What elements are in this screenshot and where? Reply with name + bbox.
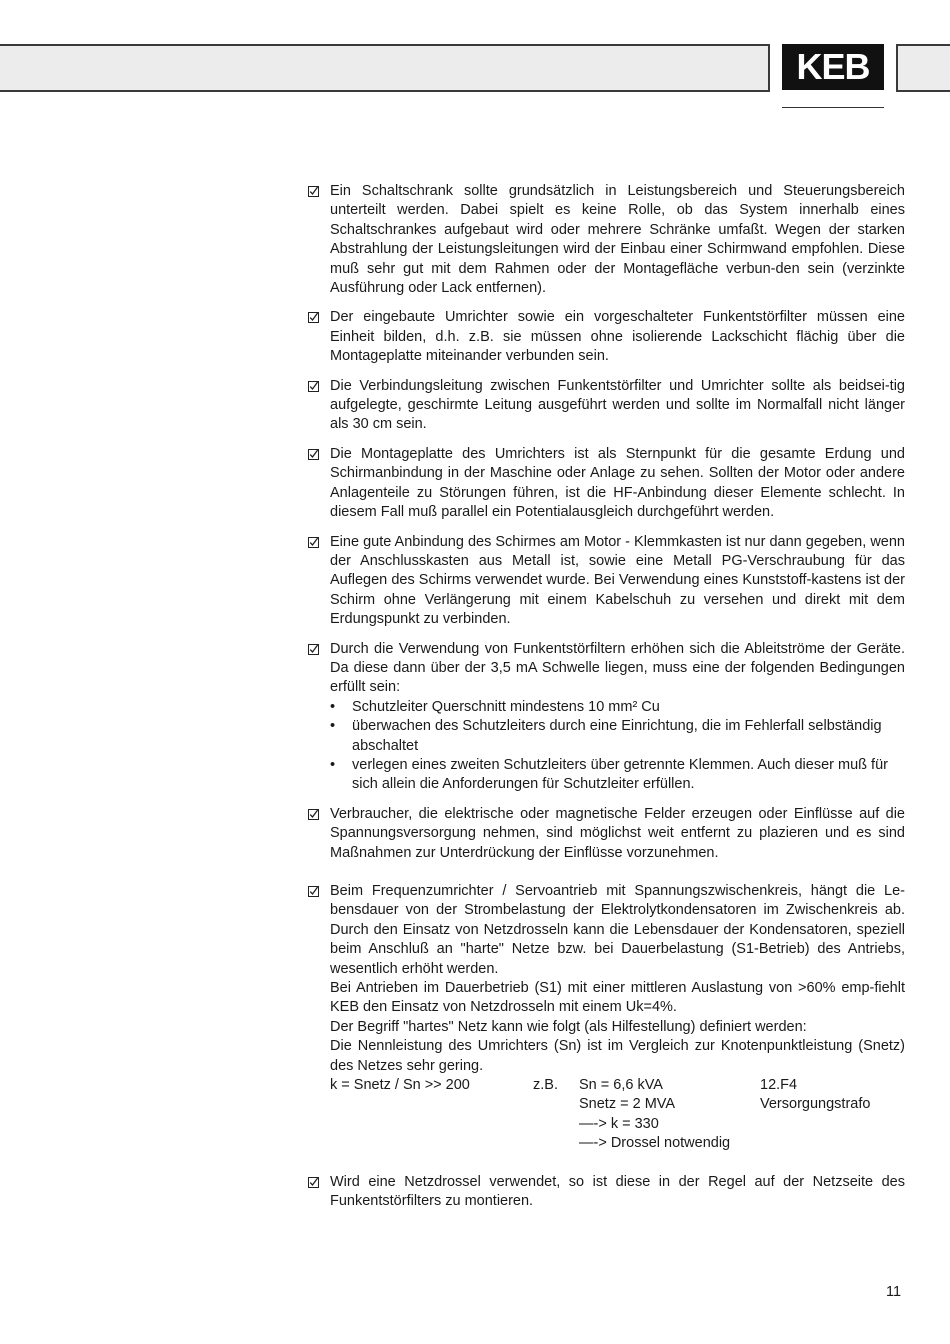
formula-cell xyxy=(533,1134,579,1153)
bullet-icon: • xyxy=(330,756,336,773)
checklist-text: Die Nennleistung des Umrichters (Sn) ist im Vergleich zur Knotenpunktleistung (Snetz) des Netzes sehr gering. xyxy=(330,1038,905,1074)
formula-cell: k = Snetz / Sn >> 200 xyxy=(330,1077,470,1094)
formula-cell xyxy=(330,1115,533,1134)
page-number: 11 xyxy=(886,1284,902,1300)
checklist-text: Bei Antrieben im Dauerbetrieb (S1) mit einer mittleren Auslastung von >60% emp-fiehlt KEB den Einsatz von Netzdrosseln mit einem Uk=4%. xyxy=(330,980,905,1016)
checkbox-checked-icon xyxy=(308,886,319,897)
formula-cell: Versorgungstrafo xyxy=(760,1096,871,1113)
formula-cell: —-> k = 330 xyxy=(579,1115,659,1132)
formula-table xyxy=(330,1076,905,1154)
checklist-text: Der eingebaute Umrichter sowie ein vorgeschalteter Funkentstörfilter müssen eine Einheit bilden, d.h. z.B. sie müssen ohne isolierende Lackschicht flächig über die Montageplatte miteinander verbunden sein. xyxy=(330,309,905,365)
checklist-text: Eine gute Anbindung des Schirmes am Motor - Klemmkasten ist nur dann gegeben, wenn der Anschlusskasten aus Metall ist, sowie eine Metall PG-Verschraubung für das Auflegen des Schirms verwendet wurde. Bei Verwendung eines Kunststoff-kastens ist der Schirm ohne Verlängerung mit einem Kabelschuh zu versehen und direkt mit dem Erdungspunkt zu verbinden. xyxy=(330,533,905,628)
formula-cell: Snetz = 2 MVA xyxy=(579,1096,676,1113)
checklist-item xyxy=(308,640,905,795)
checklist-text: Der Begriff "hartes" Netz kann wie folgt (als Hilfestellung) definiert werden: xyxy=(330,1018,807,1035)
checklist-text: Wird eine Netzdrossel verwendet, so ist diese in der Regel auf der Netzseite des Funkentstörfilters zu montieren. xyxy=(330,1173,905,1210)
checklist-text: Verbraucher, die elektrische oder magnetische Felder erzeugen oder Einflüsse auf die Spannungsversorgung nehmen, sind möglichst weit entfernt zu plazieren und es sind Maßnahmen zur Unterdrückung der Einflüsse vorzunehmen. xyxy=(330,805,905,861)
checkbox-checked-icon xyxy=(308,809,319,820)
checklist-item xyxy=(308,377,905,435)
checklist-text: Ein Schaltschrank sollte grundsätzlich in Leistungsbereich und Steuerungsbereich unterteilt werden. Dabei spielt es keine Rolle, ob das System innerhalb eines Schaltschrankes aufgebaut wird oder mehrere Schränke umfaßt. Wegen der starken Abstrahlung der Leistungsleitungen wird der Einbau einer Schirmwand empfohlen. Diese muß sehr gut mit dem Rahmen oder der Montagefläche verbun-den sein (verzinkte Ausführung oder Lack entfernen). xyxy=(330,183,905,297)
checkbox-checked-icon xyxy=(308,186,319,197)
checklist-item xyxy=(308,182,905,298)
checkbox-checked-icon xyxy=(308,449,319,460)
checklist-text: Die Montageplatte des Umrichters ist als Sternpunkt für die gesamte Erdung und Schirmanbindung in der Maschine oder Anlage zu sehen. Sollten der Motor oder andere Anlagenteile zu Störungen führen, ist die HF-Anbindung dieser Elemente schlecht. In diesem Fall muß parallel ein Potentialausgleich durchgeführt werden. xyxy=(330,445,905,521)
condition-list xyxy=(330,698,905,795)
checklist-item xyxy=(308,805,905,863)
formula-cell xyxy=(760,1134,910,1153)
checklist-text: Beim Frequenzumrichter / Servoantrieb mit Spannungszwischenkreis, hängt die Le-bensdauer von der Strombelastung der Elektrolytkondensatoren im Zwischenkreis ab. Durch den Einsatz von Netzdrosseln kann die Lebensdauer der Kondensatoren, speziell beim Anschluß an "harte" Netze bzw. bei Dauerbelastung (S1-Betrieb) des Antriebs, wesentlich erhöht werden. xyxy=(330,883,905,977)
list-item xyxy=(330,698,905,717)
checkbox-checked-icon xyxy=(308,537,319,548)
checklist xyxy=(308,182,905,1222)
formula-cell: 12.F4 xyxy=(760,1077,798,1094)
formula-cell xyxy=(760,1115,910,1134)
formula-cell: z.B. xyxy=(533,1077,558,1094)
checklist-item xyxy=(308,533,905,630)
checklist-text: Die Verbindungsleitung zwischen Funkentstörfilter und Umrichter sollte als beidsei-tig aufgelegte, geschirmte Leitung ausgeführt werden und sollte im Normalfall nicht länger als 30 cm sein. xyxy=(330,377,905,433)
list-item xyxy=(330,756,905,795)
checkbox-checked-icon xyxy=(308,381,319,392)
svg-text:KEB: KEB xyxy=(796,48,870,86)
list-item-text: Schutzleiter Querschnitt mindestens 10 mm² Cu xyxy=(352,698,660,715)
formula-cell xyxy=(330,1134,533,1153)
logo-underline xyxy=(782,107,884,108)
checklist-text: Durch die Verwendung von Funkentstörfiltern erhöhen sich die Ableitströme der Geräte. Da diese dann über der 3,5 mA Schwelle liegen, muss eine der folgenden Bedingungen erfüllt sein: xyxy=(330,640,905,696)
list-item xyxy=(330,717,905,756)
bullet-icon: • xyxy=(330,718,336,735)
formula-cell: Sn = 6,6 kVA xyxy=(579,1077,663,1094)
checkbox-checked-icon xyxy=(308,644,319,655)
header-bar xyxy=(0,44,770,92)
checklist-item xyxy=(308,882,905,1154)
formula-cell xyxy=(533,1115,579,1134)
checklist-item xyxy=(308,1173,905,1212)
checklist-item xyxy=(308,445,905,523)
formula-cell xyxy=(533,1095,579,1114)
list-item-text: verlegen eines zweiten Schutzleiters über getrennte Klemmen. Auch dieser muß für sich allein die Anforderungen für Schutzleiter erfüllen. xyxy=(352,756,888,793)
checkbox-checked-icon xyxy=(308,312,319,323)
list-item-text: überwachen des Schutzleiters durch eine Einrichtung, die im Fehlerfall selbständig abschaltet xyxy=(352,718,882,754)
checkbox-checked-icon xyxy=(308,1177,319,1188)
bullet-icon: • xyxy=(330,698,336,715)
checklist-item xyxy=(308,308,905,366)
header-bar-right xyxy=(896,44,950,92)
keb-logo xyxy=(782,44,884,90)
formula-cell: —-> Drossel notwendig xyxy=(579,1135,731,1152)
formula-cell xyxy=(330,1095,533,1114)
